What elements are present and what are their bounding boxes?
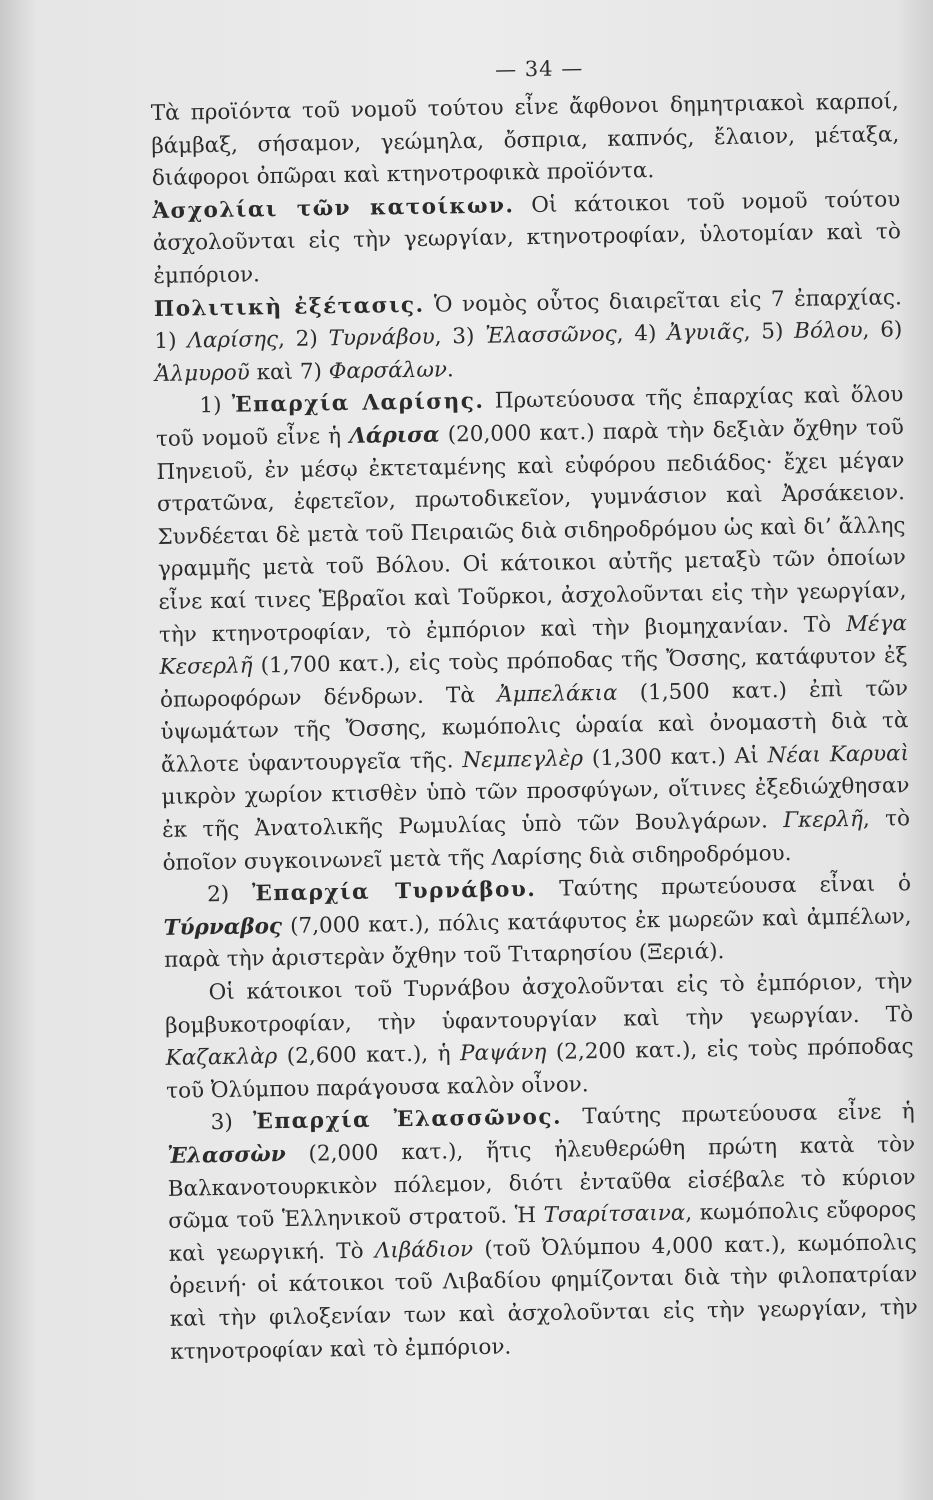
place-name: Τυρνάβου <box>328 324 435 352</box>
body-text-run: 3) <box>210 1109 254 1136</box>
place-name: Τσαρίτσαινα <box>543 1200 686 1229</box>
body-text-run: (7,000 κατ.), πόλις κατάφυτος ἐκ μωρεῶν καὶ ἀμπέλων, παρὰ τὴν ἀριστερὰν ὄχθην τοῦ Τιταρησίου (Ξεριά). <box>163 903 912 974</box>
body-text-run: Οἱ κάτοικοι τοῦ νομοῦ τούτου ἀσχολοῦνται εἰς τὴν γεωργίαν, κτηνοτροφίαν, ὑλοτομίαν καὶ τὸ ἐμπόριον. <box>152 187 901 289</box>
paragraph-elasson <box>166 1097 918 1369</box>
body-text-run: (2,200 κατ.), εἰς τοὺς πρόποδας τοῦ Ὀλύμπου παράγουσα καλὸν οἶνον. <box>166 1034 914 1104</box>
body-text-run: (1,700 κατ.), εἰς τοὺς πρόποδας τῆς Ὄσσης, κατάφυτον ἐξ ὀπωροφόρων δένδρων. Τὰ <box>159 643 908 713</box>
capital-name: Ἐλασσὼν <box>167 1142 286 1169</box>
body-text-run: μικρὸν χωρίον κτισθὲν ὑπὸ τῶν προσφύγων, οἵτινες ἐξεδιώχθησαν ἐκ τῆς Ἀνατολικῆς Ρωμυλίας ὑπὸ τῶν Βουλγάρων. <box>161 773 910 843</box>
paragraph-occupations <box>152 184 901 294</box>
body-text-run: , 6) <box>862 317 903 343</box>
paragraph-political <box>154 282 903 392</box>
section-heading: Ἀσχολίαι τῶν κατοίκων. <box>152 193 515 224</box>
body-text-run: (2,600 κατ.), ἡ <box>277 1041 461 1070</box>
paragraph-products <box>151 86 900 196</box>
place-name: Ἐλασσῶνος <box>485 321 617 349</box>
body-text-run: , 2) <box>277 326 329 353</box>
section-heading: Ἐπαρχία Τυρνάβου. <box>251 877 537 907</box>
place-name: Ἀγυιᾶς <box>667 319 744 347</box>
capital-name: Τύρναβος <box>163 913 283 941</box>
body-text-run: (20,000 κατ.) παρὰ τὴν δεξιὰν ὄχθην τοῦ Πηνειοῦ, ἐν μέσῳ ἐκτεταμένης καὶ εὐφόρου πεδιάδος· ἔχει μέγαν στρατῶνα, ἐφετεῖον, πρωτοδικεῖον, γυμνάσιον καὶ Ἀρσάκειον. Συνδέεται δὲ μετὰ τοῦ Πειραιῶς διὰ σιδηροδρόμου ὡς καὶ δι’ ἄλλης γραμμῆς μετὰ τοῦ Βόλου. Οἱ κάτοικοι αὐτῆς μεταξὺ τῶν ὁποίων εἶνε καί τινες Ἑβραῖοι καὶ Τοῦρκοι, ἀσχολοῦνται εἰς τὴν γεωργίαν, τὴν κτηνοτροφίαν, τὸ ἐμπόριον καὶ τὴν βιομηχανίαν. Τὸ <box>156 415 907 648</box>
body-text-run: , κωμόπολις εὔφορος καὶ γεωργική. Τὸ <box>168 1197 917 1267</box>
body-text-run: , τὸ ὁποῖον συγκοινωνεῖ μετὰ τῆς Λαρίσης διὰ σιδηροδρόμου. <box>162 806 911 876</box>
paragraph-tyrnavos <box>163 868 912 978</box>
section-heading: Πολιτικὴ ἐξέτασις. <box>153 292 425 322</box>
body-text-run: (1,500 κατ.) ἐπὶ τῶν ὑψωμάτων τῆς Ὄσσης, κωμόπολις ὡραία καὶ ὀνομαστὴ διὰ τὰ ἄλλοτε ὑφαντουργεῖα τῆς. <box>160 675 909 778</box>
paragraph-tyrnavos2 <box>164 966 914 1108</box>
body-text-run: . <box>446 357 454 383</box>
place-name: Λιβάδιον <box>374 1236 474 1264</box>
body-text-run: (2,000 κατ.), ἥτις ἠλευθερώθη πρώτη κατὰ τὸν Βαλκανοτουρκικὸν πόλεμον, διότι ἐνταῦθα εἰσέβαλε τὸ κύριον σῶμα τοῦ Ἑλληνικοῦ στρατοῦ. Ἡ <box>167 1132 916 1235</box>
place-name: Βόλου <box>793 317 863 345</box>
place-name: Καζακλὰρ <box>165 1044 278 1072</box>
body-text-run: 2) <box>206 881 253 908</box>
place-name: Μέγα Κεσερλῆ <box>159 610 908 681</box>
body-text-run: , 4) <box>616 321 668 347</box>
body-text-run: , 5) <box>743 319 795 345</box>
page-text-block <box>150 48 918 1369</box>
section-heading: Ἐπαρχία Λαρίσης. <box>231 389 485 419</box>
body-text-run: (1,300 κατ.) Αἱ <box>582 743 768 772</box>
paragraph-larissa <box>155 380 911 881</box>
place-name: Φαρσάλων <box>328 357 448 384</box>
body-text-run: Ταύτης πρωτεύουσα εἶνε ἡ <box>561 1099 915 1131</box>
body-text-run: , 3) <box>434 323 486 350</box>
place-name: Νέαι Καρυαὶ <box>767 741 910 769</box>
capital-name: Λάρισα <box>349 422 440 449</box>
section-heading: Ἐπαρχία Ἐλασσῶνος. <box>252 1105 563 1135</box>
body-text-run: 1) <box>199 393 233 419</box>
body-text-run: (τοῦ Ὀλύμπου 4,000 κατ.), κωμόπολις ὀρεινή· οἱ κάτοικοι τοῦ Λιβαδίου φημίζονται διὰ τὴν φιλοπατρίαν καὶ τὴν φιλοξενίαν των καὶ ἀσχολοῦνται εἰς τὴν γεωργίαν, τὴν κτηνοτροφίαν καὶ τὸ ἐμπόριον. <box>169 1229 918 1365</box>
body-text-run: Ταύτης πρωτεύουσα εἶναι ὁ <box>536 871 912 903</box>
body-text-run: Ὁ νομὸς οὗτος διαιρεῖται εἰς 7 ἐπαρχίας. 1) <box>154 284 903 355</box>
page-number: — 34 — <box>494 56 584 82</box>
place-name: Λαρίσης <box>187 327 279 354</box>
place-name: Ἀμπελάκια <box>496 680 618 708</box>
body-text-run: Οἱ κάτοικοι τοῦ Τυρνάβου ἀσχολοῦνται εἰς τὸ ἐμπόριον, τὴν βομβυκοτροφίαν, τὴν ὑφαντουργίαν καὶ τὴν γεωργίαν. Τὸ <box>164 969 914 1039</box>
place-name: Γκερλῆ <box>783 806 864 834</box>
place-name: Ἁλμυροῦ <box>154 360 250 387</box>
place-name: Ραψάνη <box>459 1040 547 1067</box>
body-text-run: Πρωτεύουσα τῆς ἐπαρχίας καὶ ὅλου τοῦ νομοῦ εἶνε ἡ <box>155 382 904 452</box>
body-text <box>151 86 919 1369</box>
body-text-run: καὶ 7) <box>249 358 329 386</box>
body-text-run: Τὰ προϊόντα τοῦ νομοῦ τούτου εἶνε ἄφθονοι δημητριακοὶ καρποί, βάμβαξ, σήσαμον, γεώμηλα, ὄσπρια, καπνός, ἔλαιον, μέταξα, διάφοροι ὀπῶραι καὶ κτηνοτροφικὰ προϊόντα. <box>150 89 900 192</box>
place-name: Νεμπεγλὲρ <box>462 746 584 774</box>
